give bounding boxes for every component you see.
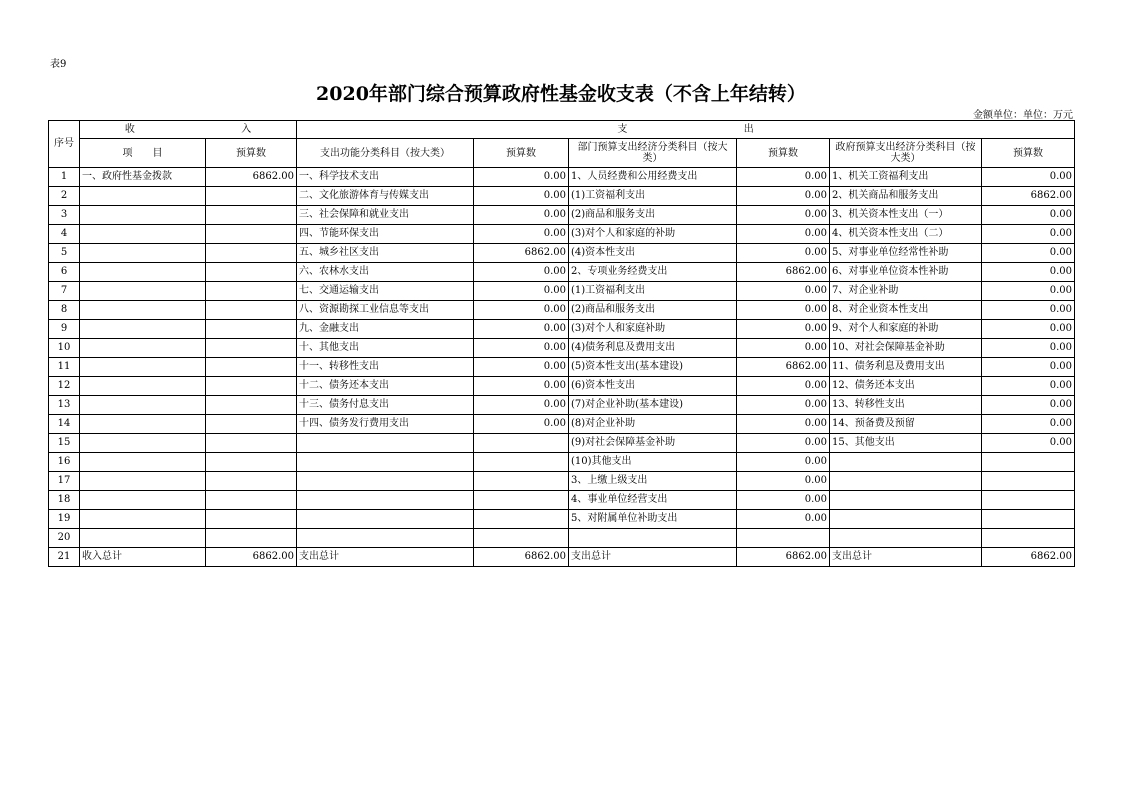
- gov-amount-cell: [982, 453, 1075, 472]
- table-row: [49, 320, 1075, 339]
- table-row: [49, 168, 1075, 187]
- income-amount-cell: [206, 282, 297, 301]
- table-row: [49, 263, 1075, 282]
- table-row: [49, 548, 1075, 567]
- dept-item-cell: (3)对个人和家庭的补助: [569, 225, 737, 244]
- income-amount-cell: [206, 358, 297, 377]
- income-item-cell: [80, 415, 206, 434]
- dept-item-cell: (2)商品和服务支出: [569, 206, 737, 225]
- func-item-header: 支出功能分类科目（按大类）: [297, 139, 474, 168]
- income-amount-cell: [206, 206, 297, 225]
- dept-amount-cell: 0.00: [737, 244, 830, 263]
- gov-amount-cell: 0.00: [982, 225, 1075, 244]
- dept-amount-cell: 0.00: [737, 472, 830, 491]
- income-item-cell: [80, 358, 206, 377]
- income-amount-cell: [206, 472, 297, 491]
- gov-amount-cell: 0.00: [982, 415, 1075, 434]
- func-amount-cell: [474, 472, 569, 491]
- dept-item-cell: 支出总计: [569, 548, 737, 567]
- table-row: [49, 396, 1075, 415]
- gov-amount-cell: 0.00: [982, 168, 1075, 187]
- dept-item-cell: (4)资本性支出: [569, 244, 737, 263]
- gov-item-header: 政府预算支出经济分类科目（按大类）: [830, 139, 982, 168]
- gov-item-cell: 支出总计: [830, 548, 982, 567]
- gov-amount-cell: 0.00: [982, 396, 1075, 415]
- dept-amount-cell: 0.00: [737, 453, 830, 472]
- gov-item-cell: 8、对企业资本性支出: [830, 301, 982, 320]
- seq-cell: 10: [49, 339, 80, 358]
- income-amount-cell: [206, 529, 297, 548]
- dept-amount-cell: 6862.00: [737, 263, 830, 282]
- income-item-cell: [80, 206, 206, 225]
- income-item-cell: [80, 263, 206, 282]
- income-group-right: 入: [241, 123, 252, 135]
- dept-item-cell: (5)资本性支出(基本建设): [569, 358, 737, 377]
- expense-group-left: 支: [617, 123, 628, 135]
- seq-cell: 14: [49, 415, 80, 434]
- income-item-cell: [80, 453, 206, 472]
- func-amount-cell: 0.00: [474, 168, 569, 187]
- income-item-cell: 收入总计: [80, 548, 206, 567]
- seq-cell: 2: [49, 187, 80, 206]
- func-item-cell: 十三、债务付息支出: [297, 396, 474, 415]
- seq-cell: 17: [49, 472, 80, 491]
- func-item-cell: 六、农林水支出: [297, 263, 474, 282]
- func-item-cell: 四、节能环保支出: [297, 225, 474, 244]
- func-item-cell: [297, 510, 474, 529]
- gov-item-cell: [830, 510, 982, 529]
- dept-amount-cell: 0.00: [737, 168, 830, 187]
- dept-amount-cell: 0.00: [737, 206, 830, 225]
- gov-item-cell: [830, 491, 982, 510]
- table-row: [49, 206, 1075, 225]
- func-amount-cell: [474, 434, 569, 453]
- gov-amount-cell: 0.00: [982, 377, 1075, 396]
- dept-amount-cell: 0.00: [737, 225, 830, 244]
- seq-cell: 7: [49, 282, 80, 301]
- dept-item-cell: 3、上缴上级支出: [569, 472, 737, 491]
- gov-item-cell: [830, 472, 982, 491]
- expense-group-header: [297, 121, 1075, 139]
- func-amount-cell: 0.00: [474, 206, 569, 225]
- header-row-columns: [49, 139, 1075, 168]
- dept-amount-cell: 0.00: [737, 301, 830, 320]
- gov-item-cell: 12、债务还本支出: [830, 377, 982, 396]
- seq-cell: 15: [49, 434, 80, 453]
- income-item-cell: [80, 339, 206, 358]
- dept-item-cell: (1)工资福利支出: [569, 187, 737, 206]
- gov-item-cell: 15、其他支出: [830, 434, 982, 453]
- gov-amount-cell: [982, 529, 1075, 548]
- dept-item-cell: (4)债务利息及费用支出: [569, 339, 737, 358]
- func-item-cell: 支出总计: [297, 548, 474, 567]
- func-amount-cell: 0.00: [474, 358, 569, 377]
- income-item-cell: [80, 396, 206, 415]
- seq-cell: 4: [49, 225, 80, 244]
- gov-amount-cell: 0.00: [982, 358, 1075, 377]
- gov-amount-cell: 0.00: [982, 263, 1075, 282]
- dept-amount-cell: 0.00: [737, 415, 830, 434]
- table-row: [49, 453, 1075, 472]
- func-amount-cell: 6862.00: [474, 244, 569, 263]
- dept-amount-cell: 0.00: [737, 187, 830, 206]
- income-amount-cell: 6862.00: [206, 168, 297, 187]
- func-amount-cell: 0.00: [474, 301, 569, 320]
- gov-amount-cell: 6862.00: [982, 187, 1075, 206]
- table-row: [49, 472, 1075, 491]
- dept-item-cell: (8)对企业补助: [569, 415, 737, 434]
- gov-item-cell: 10、对社会保障基金补助: [830, 339, 982, 358]
- seq-cell: 6: [49, 263, 80, 282]
- income-item-cell: [80, 529, 206, 548]
- income-item-cell: [80, 282, 206, 301]
- gov-item-cell: [830, 453, 982, 472]
- func-amount-cell: [474, 453, 569, 472]
- income-amount-cell: [206, 339, 297, 358]
- dept-item-cell: 1、人员经费和公用经费支出: [569, 168, 737, 187]
- func-amount-cell: 0.00: [474, 339, 569, 358]
- dept-amount-cell: 0.00: [737, 510, 830, 529]
- table-row: [49, 415, 1075, 434]
- func-item-cell: 八、资源勘探工业信息等支出: [297, 301, 474, 320]
- seq-cell: 13: [49, 396, 80, 415]
- income-amount-cell: [206, 396, 297, 415]
- dept-amount-cell: 0.00: [737, 396, 830, 415]
- income-item-cell: [80, 510, 206, 529]
- gov-amount-cell: 0.00: [982, 339, 1075, 358]
- gov-item-cell: 7、对企业补助: [830, 282, 982, 301]
- income-amount-cell: [206, 415, 297, 434]
- dept-budget-header: 预算数: [737, 139, 830, 168]
- table-row: [49, 529, 1075, 548]
- func-budget-header: 预算数: [474, 139, 569, 168]
- seq-cell: 19: [49, 510, 80, 529]
- seq-cell: 18: [49, 491, 80, 510]
- gov-budget-header: 预算数: [982, 139, 1075, 168]
- func-item-cell: 一、科学技术支出: [297, 168, 474, 187]
- func-item-cell: 九、金融支出: [297, 320, 474, 339]
- income-item-cell: [80, 434, 206, 453]
- income-group-header: [80, 121, 297, 139]
- dept-amount-cell: [737, 529, 830, 548]
- dept-item-cell: (10)其他支出: [569, 453, 737, 472]
- gov-item-cell: 4、机关资本性支出（二）: [830, 225, 982, 244]
- income-item-cell: 一、政府性基金拨款: [80, 168, 206, 187]
- func-item-cell: [297, 453, 474, 472]
- seq-cell: 11: [49, 358, 80, 377]
- func-amount-cell: [474, 510, 569, 529]
- gov-amount-cell: 0.00: [982, 320, 1075, 339]
- gov-amount-cell: 0.00: [982, 434, 1075, 453]
- gov-amount-cell: 6862.00: [982, 548, 1075, 567]
- dept-amount-cell: 0.00: [737, 434, 830, 453]
- seq-cell: 8: [49, 301, 80, 320]
- dept-amount-cell: 0.00: [737, 377, 830, 396]
- amount-unit-note: 金额单位：单位：万元: [973, 110, 1073, 121]
- income-item-cell: [80, 301, 206, 320]
- func-amount-cell: 0.00: [474, 396, 569, 415]
- gov-item-cell: 14、预备费及预留: [830, 415, 982, 434]
- gov-item-cell: 1、机关工资福利支出: [830, 168, 982, 187]
- func-item-cell: 十二、债务还本支出: [297, 377, 474, 396]
- table-row: [49, 491, 1075, 510]
- func-item-cell: 三、社会保障和就业支出: [297, 206, 474, 225]
- income-budget-header: 预算数: [206, 139, 297, 168]
- func-item-cell: [297, 491, 474, 510]
- seq-cell: 21: [49, 548, 80, 567]
- dept-amount-cell: 6862.00: [737, 548, 830, 567]
- func-amount-cell: 0.00: [474, 225, 569, 244]
- expense-group-right: 出: [743, 123, 754, 135]
- func-item-cell: [297, 434, 474, 453]
- income-item-cell: [80, 320, 206, 339]
- gov-item-cell: 6、对事业单位资本性补助: [830, 263, 982, 282]
- table-row: [49, 377, 1075, 396]
- table-row: [49, 510, 1075, 529]
- func-item-cell: 七、交通运输支出: [297, 282, 474, 301]
- table-row: [49, 301, 1075, 320]
- func-amount-cell: 0.00: [474, 377, 569, 396]
- gov-amount-cell: 0.00: [982, 282, 1075, 301]
- gov-item-cell: 5、对事业单位经常性补助: [830, 244, 982, 263]
- seq-header: 序号: [49, 121, 80, 168]
- income-item-header: 项 目: [80, 139, 206, 168]
- dept-item-cell: (6)资本性支出: [569, 377, 737, 396]
- func-amount-cell: 0.00: [474, 263, 569, 282]
- page-title: 2020年部门综合预算政府性基金收支表（不含上年结转）: [316, 83, 806, 105]
- gov-amount-cell: 0.00: [982, 301, 1075, 320]
- gov-item-cell: 2、机关商品和服务支出: [830, 187, 982, 206]
- income-amount-cell: [206, 187, 297, 206]
- income-amount-cell: [206, 377, 297, 396]
- seq-cell: 3: [49, 206, 80, 225]
- income-item-cell: [80, 472, 206, 491]
- income-amount-cell: [206, 225, 297, 244]
- gov-item-cell: 11、债务利息及费用支出: [830, 358, 982, 377]
- income-amount-cell: [206, 301, 297, 320]
- gov-item-cell: 13、转移性支出: [830, 396, 982, 415]
- func-item-cell: 二、文化旅游体育与传媒支出: [297, 187, 474, 206]
- gov-item-cell: 3、机关资本性支出（一）: [830, 206, 982, 225]
- seq-cell: 12: [49, 377, 80, 396]
- income-item-cell: [80, 225, 206, 244]
- table-row: [49, 187, 1075, 206]
- dept-amount-cell: 0.00: [737, 339, 830, 358]
- func-amount-cell: 0.00: [474, 415, 569, 434]
- gov-amount-cell: [982, 491, 1075, 510]
- seq-cell: 1: [49, 168, 80, 187]
- dept-amount-cell: 0.00: [737, 320, 830, 339]
- dept-item-cell: (3)对个人和家庭补助: [569, 320, 737, 339]
- table-row: [49, 339, 1075, 358]
- income-amount-cell: [206, 434, 297, 453]
- dept-amount-cell: 0.00: [737, 282, 830, 301]
- income-amount-cell: [206, 263, 297, 282]
- dept-item-cell: (7)对企业补助(基本建设): [569, 396, 737, 415]
- table-number: 表9: [50, 59, 67, 70]
- income-group-left: 收: [124, 123, 135, 135]
- gov-amount-cell: [982, 510, 1075, 529]
- dept-item-cell: 4、事业单位经营支出: [569, 491, 737, 510]
- table-row: [49, 225, 1075, 244]
- table-row: [49, 282, 1075, 301]
- budget-table: [48, 120, 1075, 567]
- table-row: [49, 358, 1075, 377]
- income-item-cell: [80, 491, 206, 510]
- gov-amount-cell: [982, 472, 1075, 491]
- table-row: [49, 244, 1075, 263]
- seq-cell: 16: [49, 453, 80, 472]
- func-item-cell: [297, 529, 474, 548]
- func-amount-cell: 0.00: [474, 320, 569, 339]
- func-item-cell: [297, 472, 474, 491]
- gov-amount-cell: 0.00: [982, 244, 1075, 263]
- income-amount-cell: [206, 453, 297, 472]
- dept-item-header: 部门预算支出经济分类科目（按大类）: [569, 139, 737, 168]
- dept-item-cell: 5、对附属单位补助支出: [569, 510, 737, 529]
- table-row: [49, 434, 1075, 453]
- func-item-cell: 十四、债务发行费用支出: [297, 415, 474, 434]
- income-item-cell: [80, 244, 206, 263]
- dept-item-cell: (2)商品和服务支出: [569, 301, 737, 320]
- header-row-groups: [49, 121, 1075, 139]
- income-amount-cell: 6862.00: [206, 548, 297, 567]
- dept-item-cell: (9)对社会保障基金补助: [569, 434, 737, 453]
- income-amount-cell: [206, 491, 297, 510]
- func-amount-cell: [474, 529, 569, 548]
- seq-cell: 9: [49, 320, 80, 339]
- gov-item-cell: 9、对个人和家庭的补助: [830, 320, 982, 339]
- income-amount-cell: [206, 510, 297, 529]
- income-amount-cell: [206, 320, 297, 339]
- dept-amount-cell: 6862.00: [737, 358, 830, 377]
- func-amount-cell: 6862.00: [474, 548, 569, 567]
- dept-item-cell: (1)工资福利支出: [569, 282, 737, 301]
- func-item-cell: 十、其他支出: [297, 339, 474, 358]
- func-amount-cell: 0.00: [474, 187, 569, 206]
- dept-item-cell: 2、专项业务经费支出: [569, 263, 737, 282]
- income-item-cell: [80, 377, 206, 396]
- income-item-cell: [80, 187, 206, 206]
- dept-amount-cell: 0.00: [737, 491, 830, 510]
- func-item-cell: 十一、转移性支出: [297, 358, 474, 377]
- func-amount-cell: 0.00: [474, 282, 569, 301]
- func-item-cell: 五、城乡社区支出: [297, 244, 474, 263]
- func-amount-cell: [474, 491, 569, 510]
- gov-item-cell: [830, 529, 982, 548]
- dept-item-cell: [569, 529, 737, 548]
- seq-cell: 5: [49, 244, 80, 263]
- gov-amount-cell: 0.00: [982, 206, 1075, 225]
- income-amount-cell: [206, 244, 297, 263]
- seq-cell: 20: [49, 529, 80, 548]
